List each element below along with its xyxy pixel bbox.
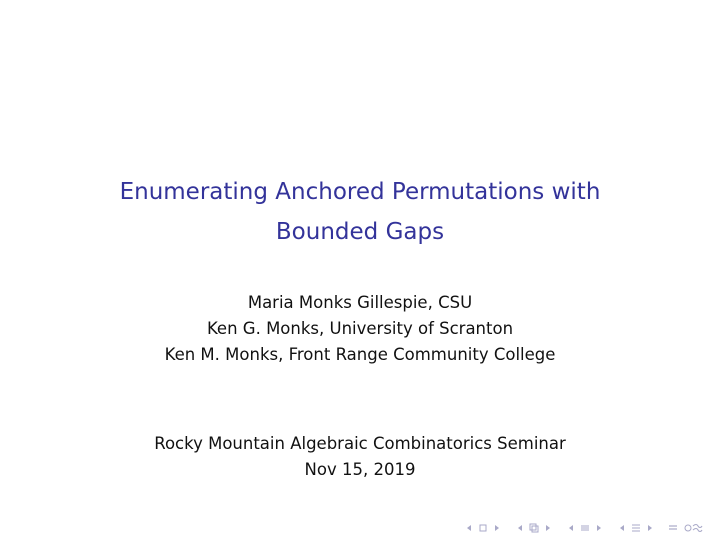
author-3: Ken M. Monks, Front Range Community College: [164, 345, 556, 364]
presentation-date: Nov 15, 2019: [304, 460, 416, 479]
slide-title: [0, 172, 720, 252]
frame-icon[interactable]: [477, 522, 489, 534]
prev-slide-icon[interactable]: [616, 522, 628, 534]
prev-section-icon[interactable]: [565, 522, 577, 534]
next-section-icon[interactable]: [593, 522, 605, 534]
prev-subsection-icon[interactable]: [514, 522, 526, 534]
venue-block: [0, 431, 720, 483]
next-frame-icon[interactable]: [491, 522, 503, 534]
section-nav-group: [564, 522, 606, 534]
next-slide-icon[interactable]: [644, 522, 656, 534]
subsection-nav-group: [513, 522, 555, 534]
next-subsection-icon[interactable]: [542, 522, 554, 534]
seminar-name: Rocky Mountain Algebraic Combinatorics Seminar: [154, 434, 566, 453]
author-1: Maria Monks Gillespie, CSU: [247, 293, 473, 312]
slide-nav-group: [615, 522, 657, 534]
misc-nav-group: [666, 522, 706, 534]
title-line-1: Enumerating Anchored Permutations with: [119, 179, 601, 205]
author-list: [0, 290, 720, 368]
beamer-navigation-bar: [453, 521, 706, 535]
align-icon[interactable]: [667, 522, 679, 534]
subsection-icon[interactable]: [528, 522, 540, 534]
title-line-2: Bounded Gaps: [275, 219, 445, 245]
slide-icon[interactable]: [630, 522, 642, 534]
section-icon[interactable]: [579, 522, 591, 534]
search-icon[interactable]: [681, 522, 705, 534]
prev-frame-icon[interactable]: [463, 522, 475, 534]
frame-nav-group: [462, 522, 504, 534]
author-2: Ken G. Monks, University of Scranton: [206, 319, 514, 338]
